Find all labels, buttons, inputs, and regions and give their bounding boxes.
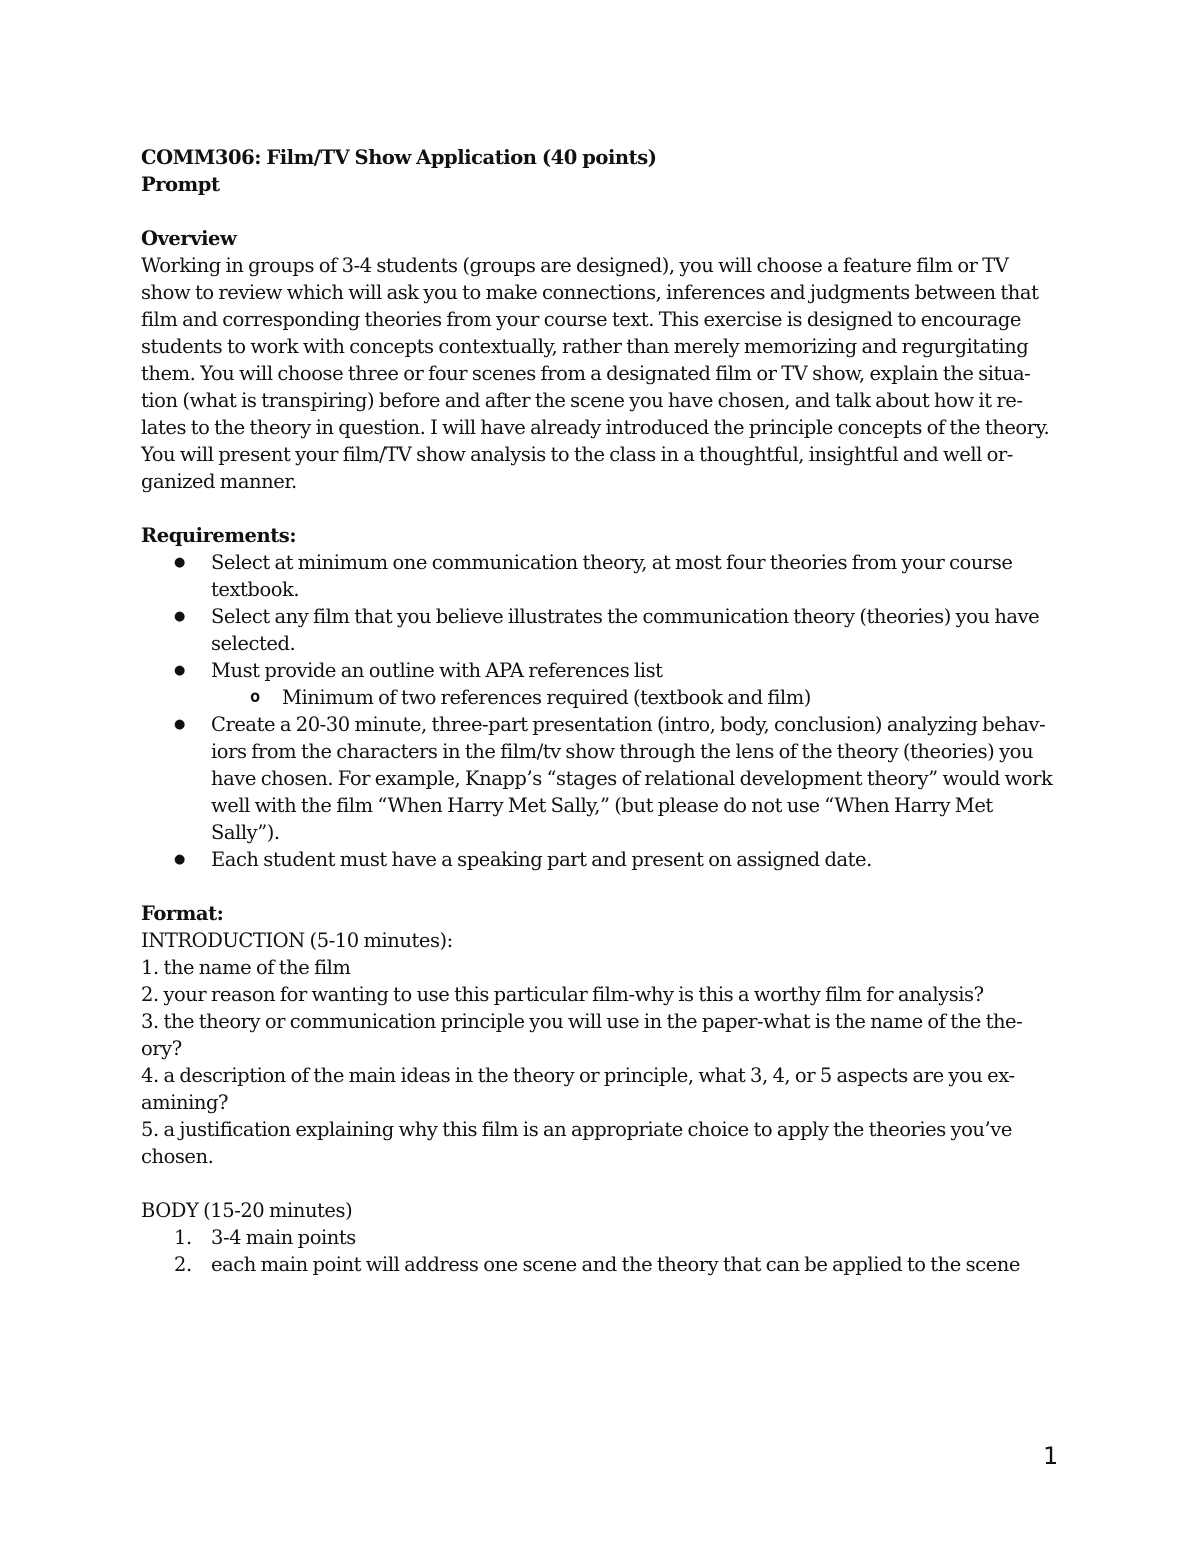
spacer: [141, 495, 1061, 522]
requirement-sub-text: Minimum of two references required (textbook and film): [282, 686, 811, 709]
requirement-item: ● Select any film that you believe illustrates the communication theory (theories) you have selected.: [141, 603, 1061, 657]
sub-bullet-marker: o: [250, 687, 260, 707]
introduction-item: 3. the theory or communication principle you will use in the paper-what is the name of the the-ory?: [141, 1010, 1023, 1060]
body-item-text: each main point will address one scene and the theory that can be applied to the scene: [211, 1253, 1020, 1276]
introduction-item: 1. the name of the film: [141, 956, 351, 979]
document-body: [141, 144, 1061, 1278]
spacer: [141, 198, 1061, 225]
requirements-heading: Requirements:: [141, 524, 297, 547]
introduction-item: 2. your reason for wanting to use this particular film-why is this a worthy film for analysis?: [141, 983, 984, 1006]
body-item-number: 2.: [174, 1253, 192, 1276]
introduction-heading: INTRODUCTION (5-10 minutes):: [141, 929, 453, 952]
requirements-list: [141, 549, 1061, 684]
requirement-item: ● Create a 20-30 minute, three-part presentation (intro, body, conclusion) analyzing behav-iors from the characters in the film/tv show through the lens of the theory (theories) you have chosen. For example, Knapp’s “stages of relational development theory” would work well with the film “When Harry Met Sally,” (but please do not use “When Harry Met Sally”).: [141, 711, 1061, 846]
overview-paragraph: Working in groups of 3-4 students (groups are designed), you will choose a feature film or TV show to review which will ask you to make connections, inferences and judgments between that film and corresponding theories from your course text. This exercise is designed to encourage students to work with concepts contextually, rather than merely memorizing and regurgitating them. You will choose three or four scenes from a designated film or TV show, explain the situa-tion (what is transpiring) before and after the scene you have chosen, and talk about how it re-lates to the theory in question. I will have already introduced the principle concepts of the theory. You will present your film/TV show analysis to the class in a thoughtful, insightful and well or-ganized manner.: [141, 254, 1050, 493]
requirement-item: ● Select at minimum one communication theory, at most four theories from your course textbook.: [141, 549, 1061, 603]
body-item: [141, 1224, 1061, 1251]
requirements-list-continued: [141, 711, 1061, 873]
format-heading: Format:: [141, 902, 224, 925]
page-number: 1: [1043, 1442, 1059, 1470]
requirement-sub-item: [141, 684, 1061, 711]
requirement-item: ● Each student must have a speaking part and present on assigned date.: [141, 846, 1061, 873]
overview-heading: Overview: [141, 227, 237, 250]
body-item-number: 1.: [174, 1226, 192, 1249]
body-item-text: 3-4 main points: [211, 1226, 356, 1249]
document-subtitle: Prompt: [141, 173, 220, 196]
spacer: [141, 1170, 1061, 1197]
introduction-item: 5. a justification explaining why this film is an appropriate choice to apply the theories you’ve chosen.: [141, 1118, 1012, 1168]
requirement-item: ● Must provide an outline with APA references list: [141, 657, 1061, 684]
body-item: [141, 1251, 1061, 1278]
document-title: COMM306: Film/TV Show Application (40 points): [141, 146, 657, 169]
spacer: [141, 873, 1061, 900]
introduction-item: 4. a description of the main ideas in the theory or principle, what 3, 4, or 5 aspects are you ex-amining?: [141, 1064, 1015, 1114]
body-list: [141, 1224, 1061, 1278]
body-heading: BODY (15-20 minutes): [141, 1199, 353, 1222]
